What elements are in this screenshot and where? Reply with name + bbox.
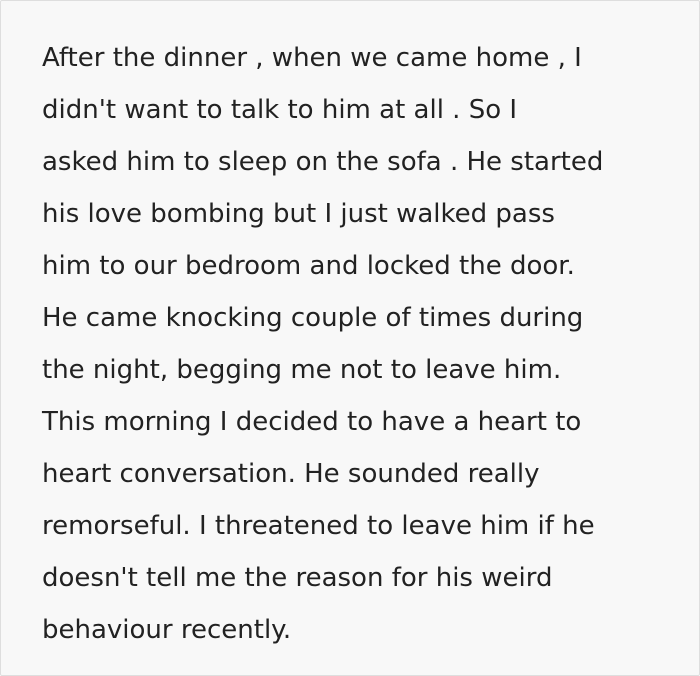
story-line: doesn't tell me the reason for his weird <box>42 563 553 593</box>
story-paragraph <box>42 32 682 656</box>
story-line: heart conversation. He sounded really <box>42 459 540 489</box>
story-line: didn't want to talk to him at all . So I <box>42 95 518 125</box>
story-line: After the dinner , when we came home , I <box>42 43 582 73</box>
story-line: behaviour recently. <box>42 615 292 645</box>
story-line: This morning I decided to have a heart to <box>42 407 582 437</box>
story-line: him to our bedroom and locked the door. <box>42 251 575 281</box>
story-line: his love bombing but I just walked pass <box>42 199 555 229</box>
story-line: the night, begging me not to leave him. <box>42 355 562 385</box>
story-line: He came knocking couple of times during <box>42 303 584 333</box>
story-line: remorseful. I threatened to leave him if he <box>42 511 595 541</box>
story-line: asked him to sleep on the sofa . He started <box>42 147 604 177</box>
